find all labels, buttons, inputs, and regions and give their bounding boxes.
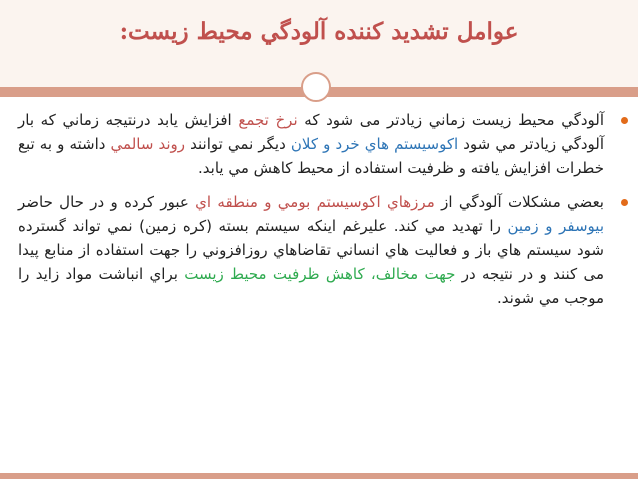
highlight-red: روند سالمي	[110, 135, 186, 154]
text-run: عبور كرده و در حال حاضر	[18, 192, 196, 211]
highlight-green: جهت مخالف، كاهش ظرفيت محيط زيست	[184, 265, 456, 284]
slide-body	[18, 108, 618, 320]
bullet-text	[18, 193, 604, 308]
highlight-blue: اكوسيستم هاي خرد و كلان	[290, 135, 459, 154]
bullet-dot-icon	[621, 199, 628, 206]
divider-circle-ornament	[301, 72, 331, 102]
bullet-dot-icon	[621, 117, 628, 124]
text-run: بعضي مشكلات آلودگي از	[434, 192, 604, 211]
bullet-item	[18, 190, 618, 311]
highlight-red: نرخ تجمع	[238, 111, 298, 129]
text-run: آلودگي محيط زيست زماني زيادتر مى شود كه	[297, 111, 605, 129]
slide-title: عوامل تشديد كننده آلودگي محيط زيست:	[119, 18, 519, 45]
text-run: را تهديد مي كند. عليرغم اينكه سيستم بسته (كره زمين) نمي تواند گسترده شود سيستم هاي باز و فعاليت هاي انساني تقاضاهاي روزافزوني را جهت استفاده از منابع پيدا مى كنند و در نتيجه در	[18, 216, 605, 284]
text-run: داشته و به تبع خطرات افزايش يافته و ظرفيت استفاده از محيط كاهش مي يابد.	[18, 135, 604, 178]
bullet-text	[18, 111, 604, 177]
bullet-item	[18, 108, 618, 181]
highlight-blue: بيوسفر و زمين	[507, 216, 604, 235]
text-run: براي انباشت مواد زايد را موجب مي شوند.	[18, 265, 604, 308]
highlight-red: مرزهاي اكوسيستم بومي و منطقه اي	[195, 192, 435, 211]
text-run: ديگر نمي توانند	[185, 135, 291, 154]
text-run: افزايش يابد درنتيجه زماني كه بار آلودگي زيادتر مي شود	[18, 111, 605, 154]
footer-band	[0, 473, 638, 479]
